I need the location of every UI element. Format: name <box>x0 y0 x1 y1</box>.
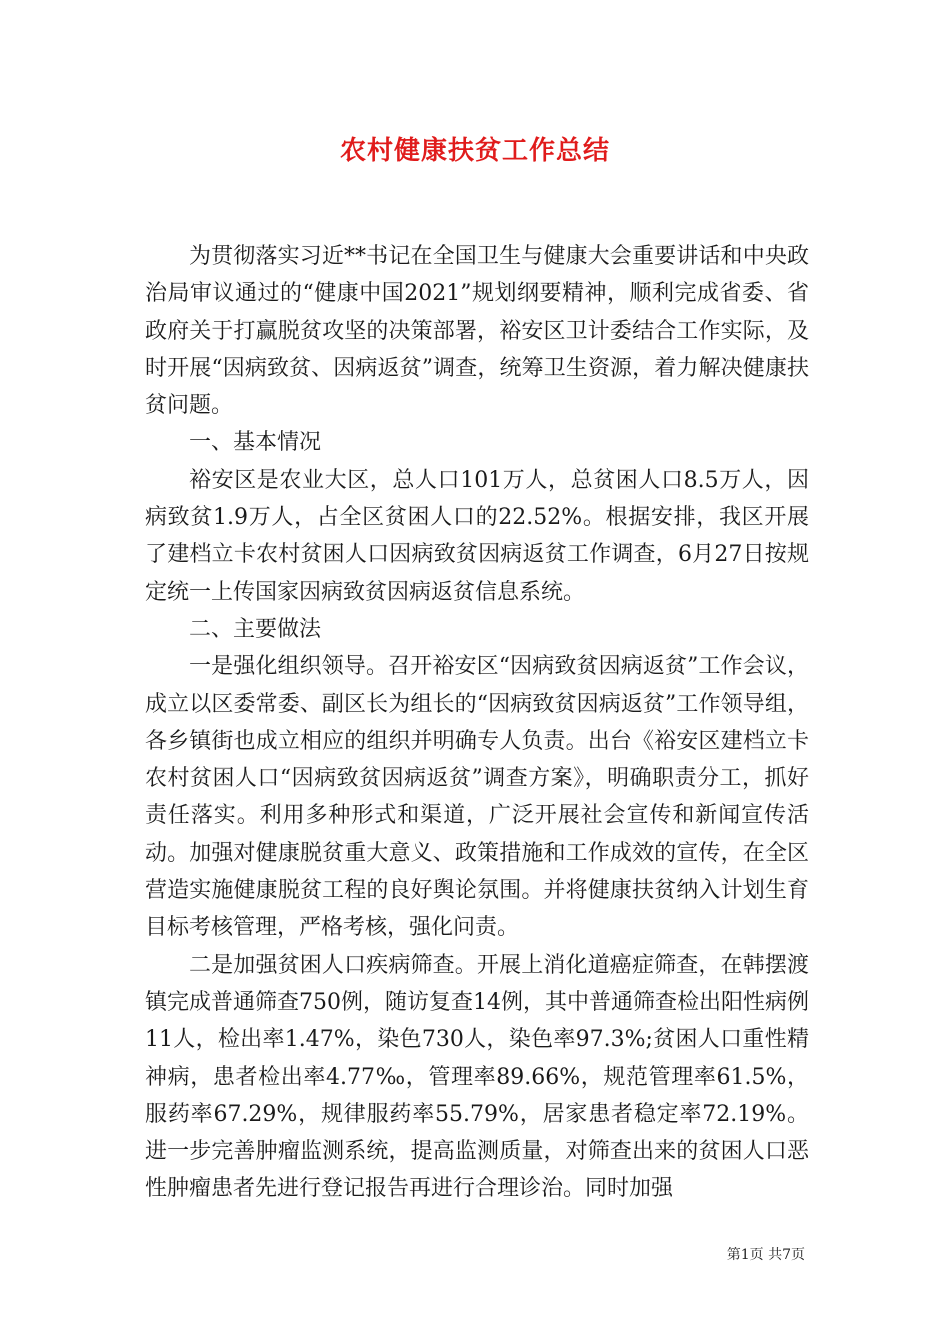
document-title: 农村健康扶贫工作总结 <box>339 136 610 166</box>
organization-paragraph: 一是强化组织领导。召开裕安区“因病致贫因病返贫”工作会议，成立以区委常委、副区长为组长的“因病致贫因病返贫”工作领导组，各乡镇街也成立相应的组织并明确专人负责。出台《裕安区建档立卡农村贫困人口“因病致贫因病返贫”调查方案》，明确职责分工，抓好责任落实。利用多种形式和渠道，广泛开展社会宣传和新闻宣传活动。加强对健康脱贫重大意义、政策措施和工作成效的宣传，在全区营造实施健康脱贫工程的良好舆论氛围。并将健康扶贫纳入计划生育目标考核管理，严格考核，强化问责。 <box>145 654 809 941</box>
section-heading-basic: 一、基本情况 <box>189 430 322 456</box>
intro-paragraph: 为贯彻落实习近**书记在全国卫生与健康大会重要讲话和中央政治局审议通过的“健康中国2021”规划纲要精神，顺利完成省委、省政府关于打赢脱贫攻坚的决策部署，裕安区卫计委结合工作实际，及时开展“因病致贫、因病返贫”调查，统筹卫生资源，着力解决健康扶贫问题。 <box>145 244 809 419</box>
basic-situation-paragraph: 裕安区是农业大区，总人口101万人，总贫困人口8.5万人，因病致贫1.9万人，占全区贫困人口的22.52%。根据安排，我区开展了建档立卡农村贫困人口因病致贫因病返贫工作调查，6月27日按规定统一上传国家因病致贫因病返贫信息系统。 <box>145 467 809 605</box>
document-body <box>145 238 809 1208</box>
page-number: 第1页 共7页 <box>726 1247 805 1263</box>
section-heading-methods: 二、主要做法 <box>189 616 322 642</box>
screening-paragraph: 二是加强贫困人口疾病筛查。开展上消化道癌症筛查，在韩摆渡镇完成普通筛查750例，随访复查14例，其中普通筛查检出阳性病例11人，检出率1.47%，染色730人，染色率97.3%;贫困人口重性精神病，患者检出率4.77‰，管理率89.66%，规范管理率61.5%，服药率67.29%，规律服药率55.79%，居家患者稳定率72.19%。进一步完善肿瘤监测系统，提高监测质量，对筛查出来的贫困人口恶性肿瘤患者先进行登记报告再进行合理诊治。同时加强 <box>145 952 809 1202</box>
